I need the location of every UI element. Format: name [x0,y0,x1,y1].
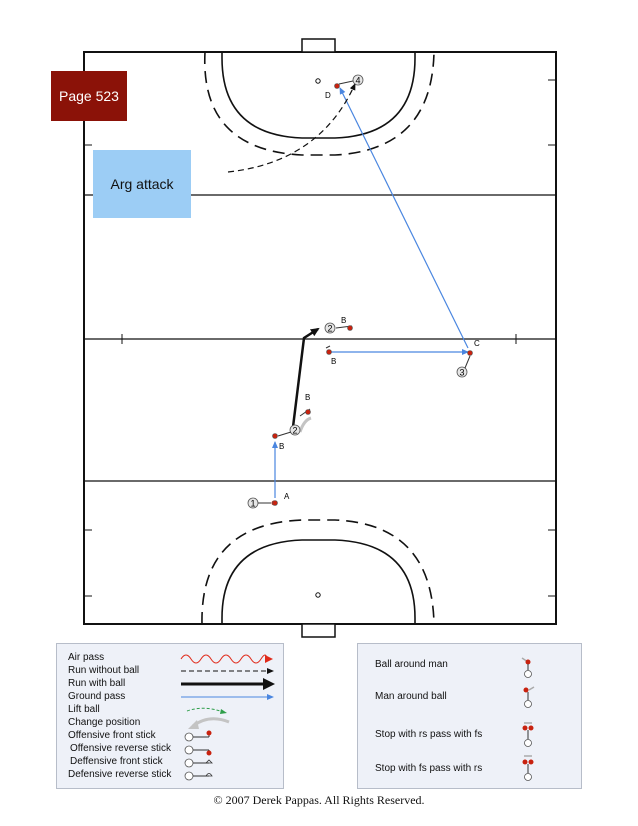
run-without-ball-symbol [179,664,279,678]
svg-text:3: 3 [459,367,465,378]
legend-row-man-around-ball: Man around ball [358,682,581,712]
legend-row-defensive-reverse-stick: Defensive reverse stick [57,768,283,782]
top-dashed-circle [205,52,434,155]
legend-row-change-position: Change position [57,716,283,730]
svg-text:2: 2 [292,425,298,436]
stop-fs-pass-rs-symbol [508,754,548,784]
svg-text:4: 4 [355,75,361,86]
bottom-shooting-circle [222,540,415,624]
svg-text:D: D [325,91,331,100]
legend-row-ball-around-man: Ball around man [358,650,581,680]
svg-text:2: 2 [327,323,333,334]
legend-row-run-with-ball: Run with ball [57,677,283,691]
drill-title: Arg attack [93,150,191,218]
svg-text:B: B [279,442,285,451]
top-penalty-spot [316,79,320,83]
legend-row-stop-fs-pass-rs: Stop with fs pass with rs [358,754,581,784]
man-around-ball-symbol [508,682,548,712]
stop-rs-pass-fs-symbol [508,720,548,750]
offensive-front-stick-symbol [179,729,279,743]
air-pass-symbol [179,651,279,665]
top-goal [302,39,335,52]
svg-text:1: 1 [250,498,256,509]
svg-text:B: B [331,357,337,366]
legend-skills [357,643,582,789]
defender-b-2 [300,393,311,416]
attacker-3 [457,356,470,378]
defender-b-4 [326,346,336,366]
legend-movements [56,643,284,789]
ball-around-man-symbol [508,650,548,680]
svg-text:B: B [341,316,347,325]
legend-row-offensive-front-stick: Offensive front stick [57,729,283,743]
change-position-arc [300,418,311,432]
offensive-reverse-stick-symbol [179,742,279,756]
legend-row-air-pass: Air pass [57,651,283,665]
lift-ball-symbol [179,703,279,717]
change-position-symbol [179,716,279,730]
ground-pass-symbol [179,690,279,704]
defensive-front-stick-symbol [179,755,279,769]
defender-c [468,339,481,356]
defender-d [325,84,340,101]
run-with-ball-symbol [179,677,279,691]
svg-text:A: A [284,492,290,501]
attacker-4 [339,75,363,86]
legend-row-ground-pass: Ground pass [57,690,283,704]
legend-row-stop-rs-pass-fs: Stop with rs pass with fs [358,720,581,750]
bottom-goal [302,624,335,637]
defender-b-3 [336,316,353,331]
legend-row-defensive-front-stick: Deffensive front stick [57,755,283,769]
svg-text:B: B [305,393,311,402]
bottom-dashed-circle [202,520,434,624]
legend-row-lift-ball: Lift ball [57,703,283,717]
top-shooting-circle [222,52,415,138]
run-without-ball-4 [228,84,355,172]
defensive-reverse-stick-symbol [179,768,279,782]
legend-row-offensive-reverse-stick: Offensive reverse stick [57,742,283,756]
legend-row-run-without-ball: Run without ball [57,664,283,678]
page-number-badge: Page 523 [51,71,127,121]
attacker-2-moved [325,323,335,334]
svg-text:C: C [474,339,480,348]
bottom-penalty-spot [316,593,320,597]
ground-pass-3-to-4 [340,88,468,348]
copyright-notice: © 2007 Derek Pappas. All Rights Reserved. [213,793,425,807]
